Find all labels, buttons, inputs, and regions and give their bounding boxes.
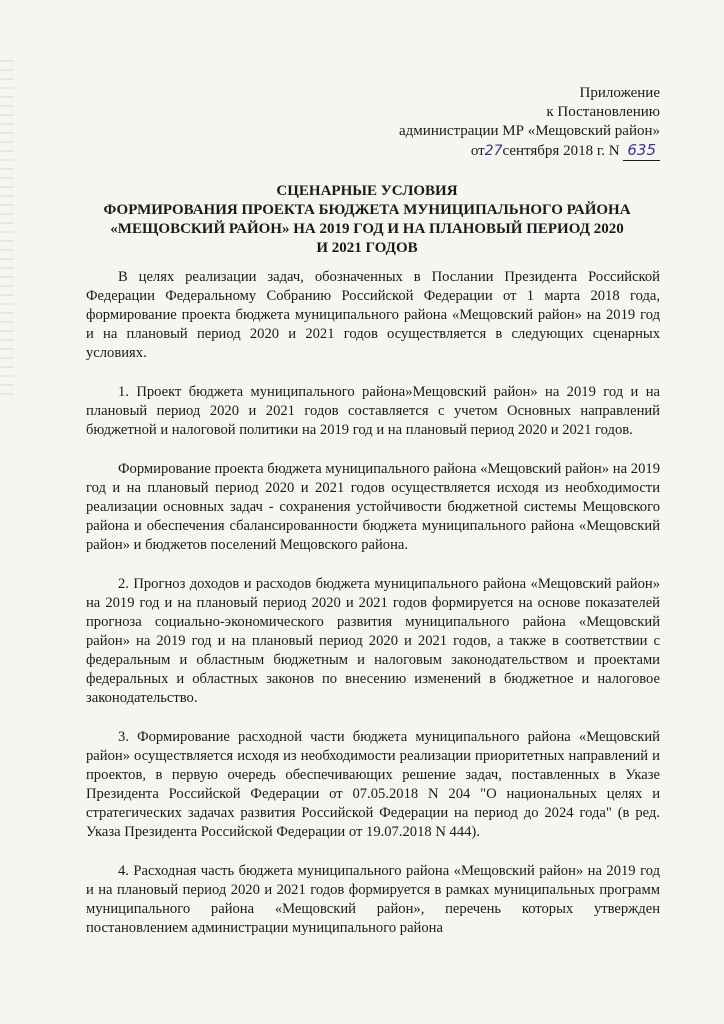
paragraph-intro: В целях реализации задач, обозначенных в Послании Президента Российской Федерации Федеральному Собранию Российской Федерации от 1 марта 2018 года, формирование проекта бюджета муниципального района «Мещовский район» на 2019 год и на плановый период 2020 и 2021 годов осуществляется в следующих сценарных условиях. xyxy=(86,269,660,361)
appendix-date-line xyxy=(399,141,660,161)
appendix-line-1: Приложение xyxy=(579,85,660,101)
paragraph-3: 3. Формирование расходной части бюджета муниципального района «Мещовский район» осуществляется исходя из необходимости реализации приоритетных направлений и проектов, в первую очередь обеспечивающих решение задач, поставленных в Указе Президента Российской Федерации от 07.05.2018 N 204 "О национальных целях и стратегических задачах развития Российской Федерации на период до 2024 года" (в ред. Указа Президента Российской Федерации от 19.07.2018 N 444). xyxy=(86,729,660,840)
date-rest: сентября 2018 г. N xyxy=(502,143,620,159)
paragraph-1-continued: Формирование проекта бюджета муниципального района «Мещовский район» на 2019 год и на плановый период 2020 и 2021 годов осуществляется исходя из необходимости реализации основных задач - сохранения устойчивости бюджетной системы Мещовского района и обеспечения сбалансированности бюджета муниципального района «Мещовский район» и бюджетов поселений Мещовского района. xyxy=(86,461,660,553)
date-day-handwritten: 27 xyxy=(484,143,503,159)
paragraph-1: 1. Проект бюджета муниципального района»Мещовский район» на 2019 год и на плановый период 2020 и 2021 годов составляется с учетом Основных направлений бюджетной и налоговой политики на 2019 год и на плановый период 2020 и 2021 годов. xyxy=(86,384,660,438)
title-line-1: СЦЕНАРНЫЕ УСЛОВИЯ xyxy=(276,183,458,199)
date-prefix: от xyxy=(470,143,485,159)
document-title xyxy=(74,182,660,258)
paragraph-4: 4. Расходная часть бюджета муниципального района «Мещовский район» на 2019 год и на плановый период 2020 и 2021 годов формируется в рамках муниципальных программ муниципального района «Мещовский район», перечень которых утвержден постановлением администрации муниципального района xyxy=(86,863,660,936)
appendix-block xyxy=(399,84,660,161)
title-line-4: И 2021 ГОДОВ xyxy=(316,240,418,256)
scan-edge-artifact xyxy=(0,60,14,400)
title-line-2: ФОРМИРОВАНИЯ ПРОЕКТА БЮДЖЕТА МУНИЦИПАЛЬНОГО РАЙОНА xyxy=(103,202,631,218)
paragraph-2: 2. Прогноз доходов и расходов бюджета муниципального района «Мещовский район» на 2019 год и на плановый период 2020 и 2021 годов формируется на основе показателей прогноза социально-экономического развития муниципального района «Мещовский район» на 2019 год и на плановый период 2020 и 2021 годов, а также в соответствии с федеральным и областным бюджетным и налоговым законодательством и проектами федеральных и областных законов по внесению изменений в бюджетное и налоговое законодательство. xyxy=(86,576,660,706)
appendix-line-3: администрации МР «Мещовский район» xyxy=(399,123,660,139)
document-body xyxy=(86,268,660,938)
title-line-3: «МЕЩОВСКИЙ РАЙОН» НА 2019 ГОД И НА ПЛАНОВЫЙ ПЕРИОД 2020 xyxy=(110,221,624,237)
document-number-handwritten: 635 xyxy=(623,141,660,161)
appendix-line-2: к Постановлению xyxy=(546,104,660,120)
